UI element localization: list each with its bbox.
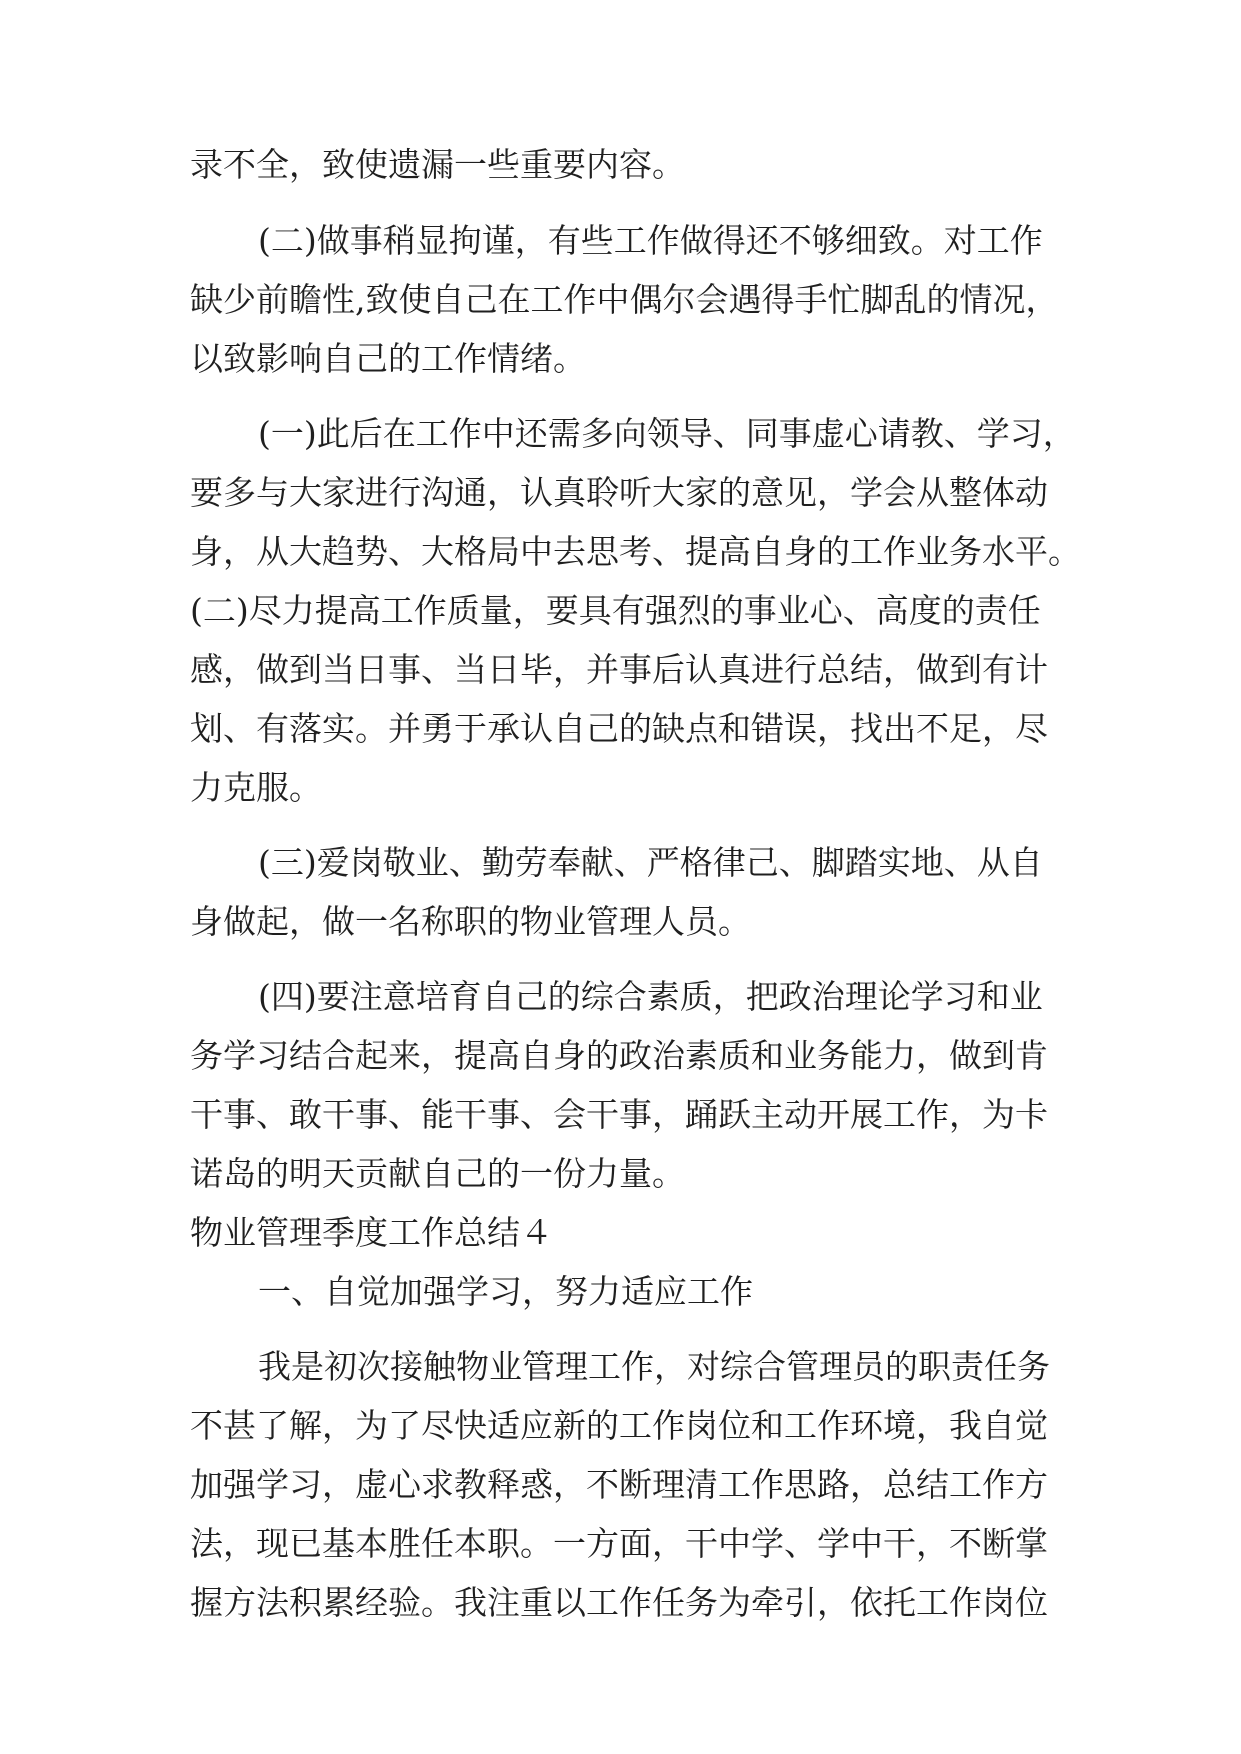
text-line: 法，现已基本胜任本职。一方面，干中学、学中干，不断掌 — [190, 1524, 1048, 1563]
subsection-heading: 一、自觉加强学习，努力适应工作 — [258, 1272, 753, 1311]
text-line: (四)要注意培育自己的综合素质，把政治理论学习和业 — [258, 977, 1043, 1016]
text-line: 以致影响自己的工作情绪。 — [190, 339, 586, 378]
text-line: 身做起，做一名称职的物业管理人员。 — [190, 902, 751, 941]
text-line: 力克服。 — [190, 768, 322, 807]
text-line: 握方法积累经验。我注重以工作任务为牵引，依托工作岗位 — [190, 1583, 1048, 1622]
text-line: 划、有落实。并勇于承认自己的缺点和错误，找出不足，尽 — [190, 709, 1048, 748]
text-line: 加强学习，虚心求教释惑，不断理清工作思路，总结工作方 — [190, 1465, 1048, 1504]
text-line: 缺少前瞻性,致使自己在工作中偶尔会遇得手忙脚乱的情况， — [190, 280, 1059, 319]
text-line: 干事、敢干事、能干事、会干事，踊跃主动开展工作，为卡 — [190, 1095, 1048, 1134]
text-line: 感，做到当日事、当日毕，并事后认真进行总结，做到有计 — [190, 650, 1048, 689]
section-heading: 物业管理季度工作总结４ — [190, 1213, 553, 1252]
text-line: 务学习结合起来，提高自身的政治素质和业务能力，做到肯 — [190, 1036, 1048, 1075]
text-line: 诺岛的明天贡献自己的一份力量。 — [190, 1154, 685, 1193]
text-line: 我是初次接触物业管理工作，对综合管理员的职责任务 — [258, 1347, 1050, 1386]
text-line: (三)爱岗敬业、勤劳奉献、严格律己、脚踏实地、从自 — [258, 843, 1043, 882]
text-line: 要多与大家进行沟通，认真聆听大家的意见，学会从整体动 — [190, 473, 1048, 512]
text-line: 不甚了解，为了尽快适应新的工作岗位和工作环境，我自觉 — [190, 1406, 1048, 1445]
text-line: (一)此后在工作中还需多向领导、同事虚心请教、学习， — [258, 414, 1076, 453]
text-line: 录不全，致使遗漏一些重要内容。 — [190, 145, 685, 184]
text-line: (二)做事稍显拘谨，有些工作做得还不够细致。对工作 — [258, 221, 1043, 260]
text-line: (二)尽力提高工作质量，要具有强烈的事业心、高度的责任 — [190, 591, 1041, 630]
text-line: 身，从大趋势、大格局中去思考、提高自身的工作业务水平。 — [190, 532, 1081, 571]
